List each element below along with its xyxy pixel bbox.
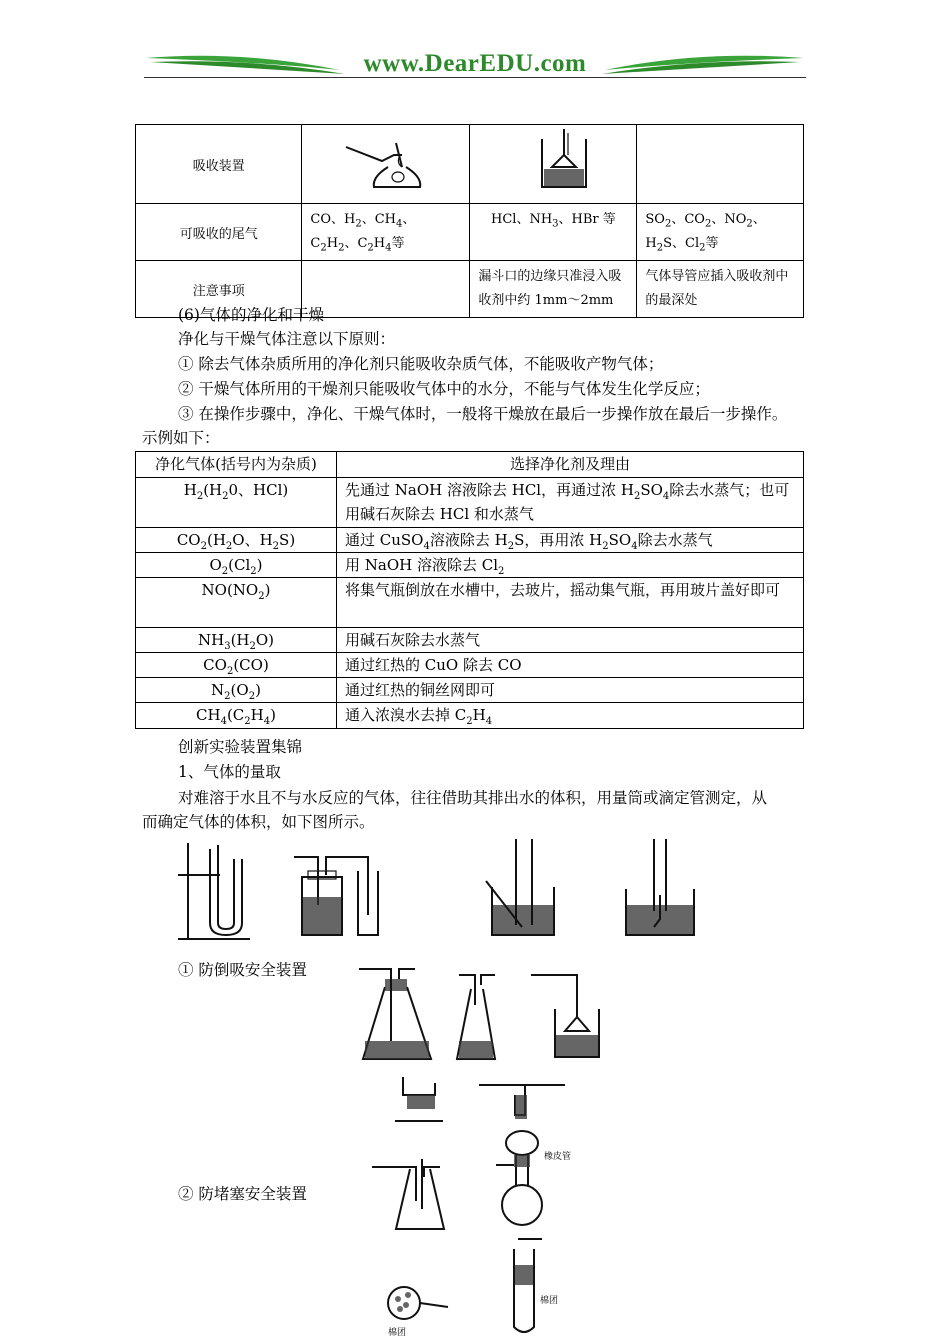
- innovation-title: 创新实验装置集锦: [178, 738, 303, 756]
- note-1: [302, 261, 470, 318]
- header-gas: 净化气体(括号内为杂质): [136, 452, 337, 478]
- absorb-table: [135, 124, 804, 318]
- method-cell: 通过红热的 CuO 除去 CO: [337, 653, 804, 678]
- gas-measure-figures: [170, 835, 730, 947]
- method-cell: 先通过 NaOH 溶液除去 HCl，再通过浓 $H_2SO_4$除去水蒸气；也可用碱石灰除去 HCl 和水蒸气: [337, 478, 804, 528]
- table-header-row: [136, 452, 804, 478]
- rubber-tube-label: 橡皮管: [544, 1152, 572, 1162]
- table-row: [136, 703, 804, 729]
- anti-block-label: ② 防堵塞安全装置: [178, 1185, 307, 1203]
- test-tube-anti-block: [514, 1239, 542, 1332]
- gas-cell: $NH_3(H_2O)$: [136, 628, 337, 653]
- cotton-label-1: 棉团: [388, 1328, 407, 1338]
- row-label: 注意事项: [136, 261, 302, 318]
- inverted-cylinder-apparatus: [486, 839, 554, 935]
- rule-1: ① 除去气体杂质所用的净化剂只能吸收杂质气体，不能吸收产物气体；: [178, 355, 664, 373]
- method-cell: 用 NaOH 溶液除去 $Cl_2$: [337, 553, 804, 578]
- table-row: [136, 204, 804, 261]
- absorbable-gases-1: CO、$H_2$、$CH_4$、$C_2H_2$、$C_2H_4$等: [302, 204, 470, 261]
- table-row: [136, 553, 804, 578]
- absorb-device-1: [302, 125, 470, 204]
- drying-ball-anti-block: [388, 1287, 448, 1319]
- header-method: 选择净化剂及理由: [337, 452, 804, 478]
- conical-flask-anti-block: [372, 1159, 444, 1229]
- absorb-device-2: [470, 125, 637, 204]
- measure-desc-cont: 而确定气体的体积，如下图所示。: [142, 813, 375, 831]
- flask-apparatus-2: [457, 975, 495, 1059]
- subsection-gas-measure: 1、气体的量取: [178, 763, 281, 781]
- method-cell: 通过红热的铜丝网即可: [337, 678, 804, 703]
- method-cell: 将集气瓶倒放在水槽中，去玻片，摇动集气瓶，再用玻片盖好即可: [337, 578, 804, 628]
- absorb-device-3: [637, 125, 804, 204]
- burette-trough-apparatus: [626, 839, 694, 935]
- tube-apparatus-2: [479, 1085, 565, 1119]
- table-row: [136, 528, 804, 553]
- row-label: 吸收装置: [136, 125, 302, 204]
- cotton-label-2: 棉团: [540, 1296, 559, 1306]
- measure-desc: 对难溶于水且不与水反应的气体，往往借助其排出水的体积，用量筒或滴定管测定，从: [178, 789, 768, 807]
- method-cell: 用碱石灰除去水蒸气: [337, 628, 804, 653]
- method-cell: 通入浓溴水去掉 $C_2H_4$: [337, 703, 804, 729]
- absorbable-gases-2: HCl、$NH_3$、HBr 等: [470, 204, 637, 261]
- anti-block-figures: [368, 1125, 608, 1340]
- table-row: [136, 678, 804, 703]
- gas-cell: $CO_2(CO)$: [136, 653, 337, 678]
- gas-cell: $O_2(Cl_2)$: [136, 553, 337, 578]
- note-2: 漏斗口的边缘只准浸入吸收剂中约 1mm～2mm: [470, 261, 637, 318]
- u-tube-apparatus: [178, 843, 250, 939]
- combustion-absorb-figure: [302, 125, 468, 199]
- beaker-funnel-apparatus: [531, 975, 599, 1057]
- funnel-absorb-figure: [470, 125, 636, 199]
- gas-cell: $CH_4(C_2H_4)$: [136, 703, 337, 729]
- round-flask-anti-block: [496, 1131, 542, 1225]
- anti-suck-figures: [355, 955, 615, 1127]
- gas-cell: $H_2(H_20$、HCl): [136, 478, 337, 528]
- page-header: [140, 48, 810, 82]
- table-row: [136, 653, 804, 678]
- purify-table: [135, 451, 804, 729]
- bottle-cylinder-apparatus: [294, 857, 378, 935]
- table-row: [136, 578, 804, 628]
- section-heading: (6)气体的净化和干燥: [178, 306, 324, 324]
- row-label: 可吸收的尾气: [136, 204, 302, 261]
- site-title[interactable]: www.DearEDU.com: [363, 50, 587, 77]
- table-row: [136, 478, 804, 528]
- tube-apparatus-1: [395, 1077, 443, 1121]
- rule-2: ② 干燥气体所用的干燥剂只能吸收气体中的水分，不能与气体发生化学反应；: [178, 380, 710, 398]
- table-row: [136, 628, 804, 653]
- flask-apparatus-1: [359, 969, 431, 1059]
- header-rule: [144, 77, 806, 78]
- gas-cell: $NO(NO_2)$: [136, 578, 337, 628]
- gas-cell: $N_2(O_2)$: [136, 678, 337, 703]
- gas-cell: $CO_2(H_2O$、$H_2S$): [136, 528, 337, 553]
- note-3: 气体导管应插入吸收剂中的最深处: [637, 261, 804, 318]
- method-cell: 通过 CuSO$_4$溶液除去 $H_2S$，再用浓 $H_2SO_4$除去水蒸气: [337, 528, 804, 553]
- intro-text: 净化与干燥气体注意以下原则：: [178, 330, 396, 348]
- anti-suck-label: ① 防倒吸安全装置: [178, 961, 307, 979]
- rule-3: ③ 在操作步骤中，净化、干燥气体时，一般将干燥放在最后一步操作放在最后一步操作。: [178, 405, 788, 423]
- rule-3-cont: 示例如下：: [142, 429, 220, 447]
- absorbable-gases-3: $SO_2$、$CO_2$、$NO_2$、$H_2S$、$Cl_2$等: [637, 204, 804, 261]
- table-row: [136, 125, 804, 204]
